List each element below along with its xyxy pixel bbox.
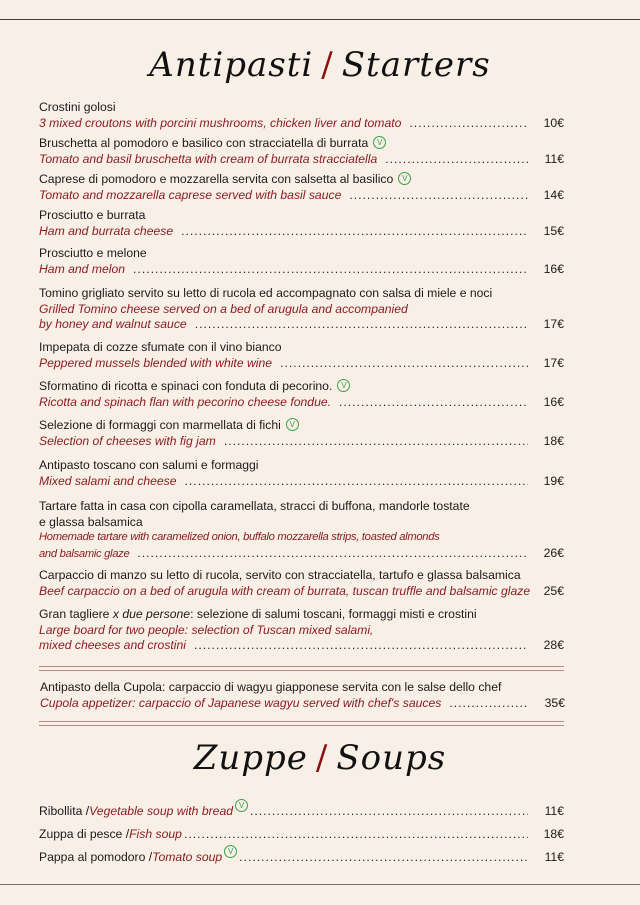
heading-italian: Antipasti [149, 45, 314, 85]
item-description: Selection of cheeses with fig jam [39, 433, 216, 448]
menu-item [39, 172, 564, 203]
dot-leader [184, 827, 528, 843]
item-name-text: Tomino grigliato servito su letto di rucola ed accompagnato con salsa di miele e noci [39, 286, 493, 300]
item-name-text: Caprese di pomodoro e mozzarella servita con salsetta al basilico [39, 172, 394, 186]
item-description: Grilled Tomino cheese served on a bed of arugula and accompanied [39, 301, 408, 316]
menu-item [39, 607, 564, 654]
starters-heading [0, 45, 640, 85]
divider-line [39, 670, 564, 671]
heading-divider: / [321, 45, 334, 85]
menu-item [39, 246, 564, 277]
item-name-text: Bruschetta al pomodoro e basilico con stracciatella di burrata [39, 136, 369, 150]
item-name-italic: x due persone [112, 607, 191, 621]
item-name: Pappa al pomodoro / [39, 850, 153, 864]
soup-item [39, 801, 564, 820]
item-description: and balsamic glaze [39, 547, 130, 560]
item-price: 11€ [544, 151, 564, 166]
item-name [39, 100, 564, 116]
dot-leader [239, 850, 528, 866]
divider-line [39, 725, 564, 726]
item-price: 25€ [543, 583, 564, 598]
item-name-text: Crostini golosi [39, 100, 116, 114]
item-description: by honey and walnut sauce [39, 317, 187, 331]
item-name [39, 568, 564, 584]
dot-leader [280, 356, 528, 372]
divider-line [39, 666, 564, 667]
dot-leader [250, 804, 528, 820]
item-price: 18€ [543, 433, 564, 448]
dot-leader [349, 188, 528, 204]
menu-item [39, 340, 564, 371]
soup-item [39, 827, 564, 843]
menu-item [39, 208, 564, 239]
item-price: 11€ [544, 850, 564, 864]
vegetarian-icon: V [337, 379, 350, 392]
item-name [39, 136, 564, 152]
heading-divider: / [315, 738, 329, 778]
top-rule [0, 19, 640, 20]
item-name [39, 340, 564, 356]
item-name-text: Impepata di cozze sfumate con il vino bianco [39, 340, 282, 354]
item-price: 26€ [543, 545, 564, 560]
item-name [39, 286, 564, 302]
item-price: 16€ [543, 394, 564, 409]
item-name: Zuppa di pesce / [39, 827, 130, 841]
special-item [40, 680, 565, 711]
item-name [39, 208, 564, 224]
item-description: Fish soup [129, 827, 182, 841]
item-name [39, 418, 564, 434]
bottom-rule [0, 884, 640, 885]
item-name: Ribollita / [39, 804, 90, 818]
item-description: Peppered mussels blended with white wine [39, 355, 273, 370]
item-price: 14€ [543, 187, 564, 202]
dot-leader [137, 546, 528, 562]
item-name [39, 458, 564, 474]
item-name [39, 172, 564, 188]
item-description: Cupola appetizer: carpaccio of Japanese wagyu served with chef's sauces [40, 695, 442, 710]
dot-leader [224, 434, 528, 450]
item-price: 19€ [543, 473, 564, 488]
item-description: Tomato and basil bruschetta with cream of burrata stracciatella [39, 151, 378, 166]
divider-line [39, 721, 564, 722]
item-description: Large board for two people: selection of Tuscan mixed salami, [39, 622, 374, 637]
dot-leader [181, 224, 528, 240]
item-name-text: Selezione di formaggi con marmellata di fichi [39, 418, 281, 432]
heading-english: Soups [336, 738, 447, 778]
menu-item [39, 100, 564, 131]
item-name [39, 499, 564, 515]
vegetarian-icon: V [373, 136, 386, 149]
item-description: Vegetable soup with bread [89, 804, 233, 818]
heading-italian: Zuppe [193, 738, 308, 778]
vegetarian-icon: V [224, 845, 237, 858]
item-description: 3 mixed croutons with porcini mushrooms, chicken liver and tomato [39, 115, 402, 130]
item-name-text: Sformatino di ricotta e spinaci con fonduta di pecorino. [39, 379, 333, 393]
heading-english: Starters [341, 45, 491, 85]
item-name-text: Tartare fatta in casa con cipolla caramellata, stracci di buffona, mandorle tostate [39, 499, 470, 513]
dot-leader [385, 152, 528, 168]
menu-item [39, 458, 564, 489]
dot-leader [194, 638, 528, 654]
soups-heading [0, 738, 640, 778]
vegetarian-icon: V [398, 172, 411, 185]
item-name [39, 246, 564, 262]
item-name-text: Prosciutto e burrata [39, 208, 146, 222]
item-price: 28€ [543, 638, 564, 652]
item-name: Antipasto della Cupola: carpaccio di wagyu giapponese servita con le salse dello chef [40, 680, 502, 694]
item-name-text: Antipasto toscano con salumi e formaggi [39, 458, 259, 472]
item-price: 17€ [543, 317, 564, 331]
item-description: mixed cheeses and crostini [39, 638, 186, 652]
menu-item [39, 379, 564, 410]
item-price: 18€ [543, 827, 564, 841]
item-description: Ham and burrata cheese [39, 223, 174, 238]
item-price: 16€ [543, 261, 564, 276]
vegetarian-icon: V [286, 418, 299, 431]
item-name-text: Prosciutto e melone [39, 246, 147, 260]
menu-item [39, 568, 564, 599]
item-description: Mixed salami and cheese [39, 473, 177, 488]
dot-leader [133, 262, 528, 278]
item-name-part: : selezione di salumi toscani, formaggi misti e crostini [190, 607, 477, 621]
dot-leader [195, 317, 528, 333]
menu-item [39, 499, 564, 562]
item-description: Beef carpaccio on a bed of arugula with cream of burrata, tuscan truffle and balsamic glaze [39, 583, 531, 598]
item-name-text: Carpaccio di manzo su letto di rucola, servito con stracciatella, tartufo e glassa balsamica [39, 568, 521, 582]
dot-leader [185, 474, 528, 490]
menu-item [39, 418, 564, 449]
item-description: Tomato and mozzarella caprese served with basil sauce [39, 187, 342, 202]
item-price: 10€ [543, 115, 564, 130]
item-name-line2: e glassa balsamica [39, 514, 143, 529]
item-name-part: Gran tagliere [39, 607, 113, 621]
item-price: 35€ [544, 695, 565, 710]
item-price: 15€ [543, 223, 564, 238]
item-name [39, 607, 564, 623]
item-name [39, 379, 564, 395]
soup-item [39, 847, 564, 866]
dot-leader [409, 116, 528, 132]
item-price: 11€ [544, 804, 564, 818]
item-description: Ham and melon [39, 261, 126, 276]
item-description: Ricotta and spinach flan with pecorino cheese fondue. [39, 394, 332, 409]
vegetarian-icon: V [235, 799, 248, 812]
menu-item [39, 286, 564, 333]
dot-leader [449, 696, 529, 712]
menu-item [39, 136, 564, 167]
dot-leader [339, 395, 528, 411]
item-description: Tomato soup [152, 850, 223, 864]
item-description: Homemade tartare with caramelized onion, buffalo mozzarella strips, toasted almonds [39, 531, 440, 543]
item-price: 17€ [543, 355, 564, 370]
